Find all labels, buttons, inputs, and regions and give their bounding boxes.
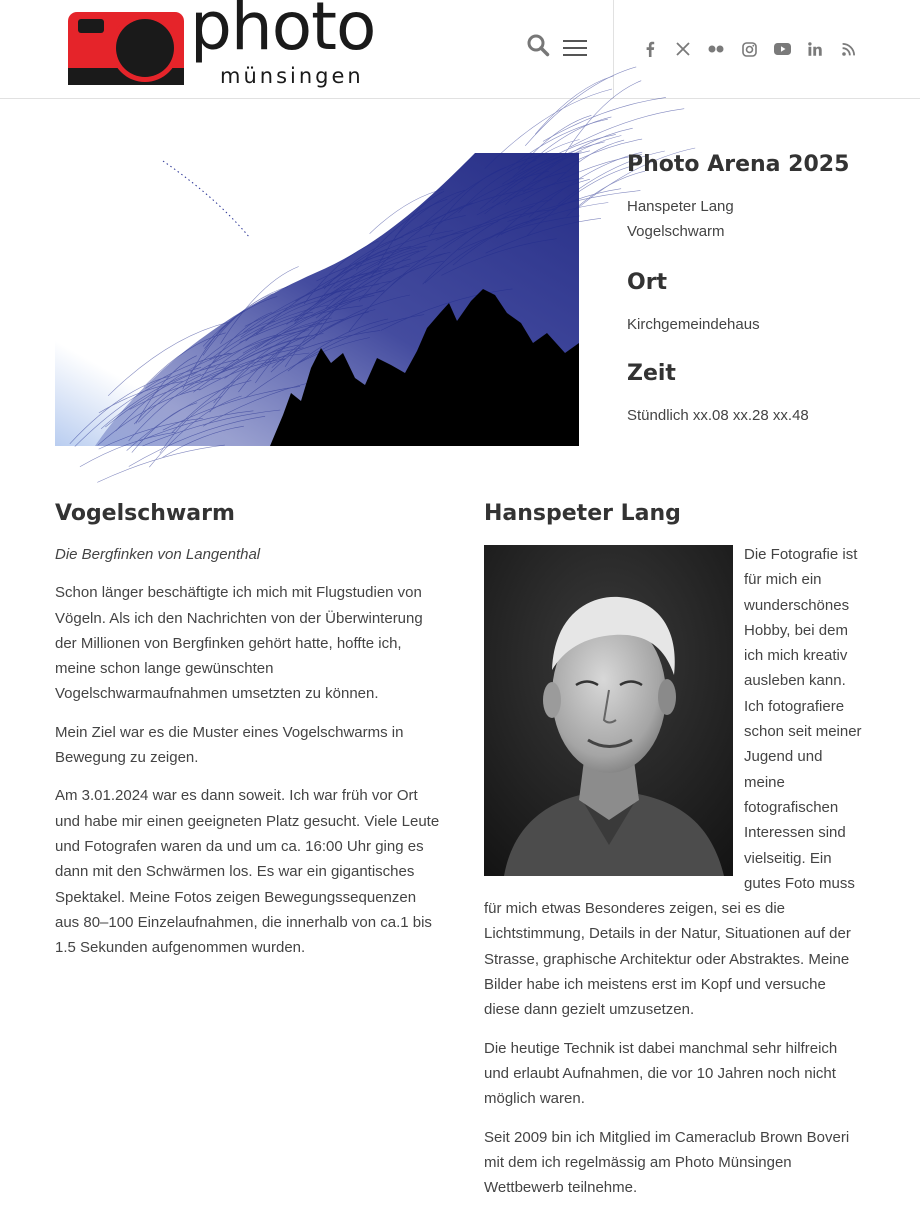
camera-logo-icon	[68, 12, 184, 85]
work-paragraph-1: Schon länger beschäftigte ich mich mit Flugstudien von Vögeln. Als ich den Nachrichten von der Überwinterung der Millionen von Bergfinken gehört hatte, hoffte ich, meine schon lange gewünschten Vogelschwarmaufnahmen umsetzten zu können.	[55, 584, 423, 703]
event-title: Photo Arena 2025	[627, 152, 850, 177]
time-value: Stündlich xx.08 xx.28 xx.48	[627, 407, 809, 424]
author-bio	[484, 498, 864, 1213]
instagram-icon[interactable]	[737, 37, 761, 61]
time-heading: Zeit	[627, 361, 676, 386]
youtube-icon[interactable]	[770, 37, 794, 61]
work-subtitle: Die Bergfinken von Langenthal	[55, 546, 261, 563]
work-paragraph-3: Am 3.01.2024 war es dann soweit. Ich war früh vor Ort und habe mir einen geeigneten Platz gesucht. Viele Leute und Fotografen waren da und um ca. 16:00 Uhr ging es dann mit den Schwärmen los. Es war ein gigantisches Spektakel. Meine Fotos zeigen Bewegungssequenzen aus 80–100 Einzelaufnahmen, die innerhalb von ca.1 bis 1.5 Sekunden aufgenommen wurden.	[55, 787, 440, 957]
place-value: Kirchgemeindehaus	[627, 316, 760, 333]
author-name: Hanspeter Lang	[627, 198, 734, 215]
logo-subtitle: münsingen	[220, 64, 364, 88]
linkedin-icon[interactable]	[803, 37, 827, 61]
header-actions	[522, 30, 592, 70]
x-icon[interactable]	[671, 37, 695, 61]
logo-wordmark: photo	[190, 0, 376, 65]
event-info	[627, 150, 887, 428]
menu-icon[interactable]	[563, 39, 587, 57]
work-paragraph-2: Mein Ziel war es die Muster eines Vogelschwarms in Bewegung zu zeigen.	[55, 723, 404, 767]
bio-paragraph-2: Die heutige Technik ist dabei manchmal sehr hilfreich und erlaubt Aufnahmen, die vor 10 Jahren noch nicht möglich waren.	[484, 1039, 838, 1108]
bio-paragraph-1: Die Fotografie ist für mich ein wunderschönes Hobby, bei dem ich mich kreativ ausleben kann. Ich fotografiere schon seit meiner Jugend und meine fotografischen Interessen sind vielseitig. Ein gutes Foto muss für mich etwas Besonderes zeigen, sei es die Lichtstimmung, Details in der Natur, Situationen auf der Strasse, graphische Architektur oder Abstraktes. Meine Bilder habe ich meistens erst im Kopf und versuche diese dann gezielt umzusetzen.	[484, 546, 862, 1019]
work-description	[55, 498, 440, 973]
author-portrait	[484, 545, 733, 876]
author-heading: Hanspeter Lang	[484, 501, 681, 526]
place-heading: Ort	[627, 270, 668, 295]
rss-icon[interactable]	[836, 37, 860, 61]
site-logo[interactable]	[68, 0, 398, 92]
facebook-icon[interactable]	[638, 37, 662, 61]
hero-image	[55, 153, 579, 446]
search-icon[interactable]	[527, 34, 549, 56]
work-title: Vogelschwarm	[627, 223, 725, 240]
work-heading: Vogelschwarm	[55, 501, 235, 526]
header-divider	[613, 0, 614, 99]
flickr-icon[interactable]	[704, 37, 728, 61]
site-header	[0, 0, 920, 99]
bio-paragraph-3: Seit 2009 bin ich Mitglied im Cameraclub Brown Boveri mit dem ich regelmässig am Photo Münsingen Wettbewerb teilnehme.	[484, 1128, 850, 1197]
